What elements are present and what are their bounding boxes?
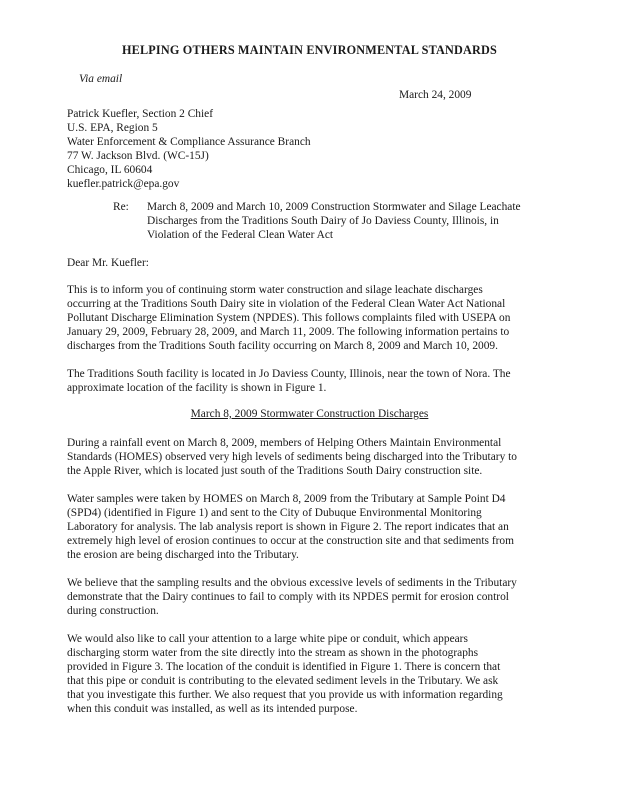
recipient-line: U.S. EPA, Region 5 (67, 122, 158, 134)
paragraph-line: Laboratory for analysis. The lab analysis report is shown in Figure 2. The report indicates that an (67, 521, 509, 533)
paragraph-line: the Apple River, which is located just south of the Traditions South Dairy construction site. (67, 465, 483, 477)
paragraph-intro (67, 283, 557, 353)
paragraph-line: that you investigate this further. We also request that you provide us with information regarding (67, 689, 503, 701)
paragraph-line: when this conduit was installed, as well as its intended purpose. (67, 703, 358, 715)
letter-heading: HELPING OTHERS MAINTAIN ENVIRONMENTAL STANDARDS (121, 43, 498, 57)
paragraph-location (67, 367, 557, 395)
paragraph-line: Pollutant Discharge Elimination System (NPDES). This follows complaints filed with USEPA on (67, 312, 511, 324)
paragraph-line: that this pipe or conduit is contributing to the elevated sediment levels in the Tributary. We ask (67, 675, 499, 687)
paragraph-line: (SPD4) (identified in Figure 1) and sent to the City of Dubuque Environmental Monitoring (67, 507, 482, 519)
paragraph-conduit (67, 632, 557, 716)
subject-line (147, 200, 567, 242)
section-title: March 8, 2009 Stormwater Construction Discharges (190, 408, 429, 420)
subject-line-text: Discharges from the Traditions South Dairy of Jo Daviess County, Illinois, in (147, 215, 499, 227)
paragraph-line: demonstrate that the Dairy continues to fail to comply with its NPDES permit for erosion control (67, 591, 509, 603)
paragraph-line: approximate location of the facility is shown in Figure 1. (67, 382, 327, 394)
salutation: Dear Mr. Kuefler: (67, 257, 149, 269)
paragraph-line: January 29, 2009, February 28, 2009, and March 11, 2009. The following information pertains to (67, 326, 510, 338)
paragraph-line: We believe that the sampling results and the obvious excessive levels of sediments in the Tributary (67, 577, 517, 589)
paragraph-line: This is to inform you of continuing storm water construction and silage leachate discharges (67, 284, 483, 296)
re-label: Re: (113, 201, 129, 213)
paragraph-line: discharging storm water from the site directly into the stream as shown in the photographs (67, 647, 479, 659)
paragraph-line: the erosion are being discharged into the Tributary. (67, 549, 299, 561)
delivery-method: Via email (79, 73, 123, 85)
recipient-address (67, 107, 311, 191)
paragraph-line: discharges from the Traditions South facility occurring on March 8, 2009 and March 10, 2009. (67, 340, 498, 352)
paragraph-line: During a rainfall event on March 8, 2009, members of Helping Others Maintain Environmental (67, 437, 502, 449)
paragraph-line: during construction. (67, 605, 159, 617)
paragraph-line: provided in Figure 3. The location of the conduit is identified in Figure 1. There is concern that (67, 661, 501, 673)
recipient-line: Patrick Kuefler, Section 2 Chief (67, 108, 213, 120)
paragraph-line: The Traditions South facility is located in Jo Daviess County, Illinois, near the town of Nora. The (67, 368, 511, 380)
recipient-line: 77 W. Jackson Blvd. (WC-15J) (67, 150, 209, 162)
paragraph-belief (67, 576, 557, 618)
paragraph-line: occurring at the Traditions South Dairy site in violation of the Federal Clean Water Act National (67, 298, 506, 310)
letter-date: March 24, 2009 (399, 89, 472, 101)
recipient-line: Chicago, IL 60604 (67, 164, 153, 176)
paragraph-line: extremely high level of erosion continues to occur at the construction site and that sediments from (67, 535, 514, 547)
paragraph-line: We would also like to call your attention to a large white pipe or conduit, which appears (67, 633, 468, 645)
subject-line-text: Violation of the Federal Clean Water Act (147, 229, 334, 241)
paragraph-rainfall (67, 436, 557, 478)
recipient-email: kuefler.patrick@epa.gov (67, 178, 180, 190)
paragraph-samples (67, 492, 557, 562)
recipient-line: Water Enforcement & Compliance Assurance Branch (67, 136, 311, 148)
subject-line-text: March 8, 2009 and March 10, 2009 Construction Stormwater and Silage Leachate (147, 201, 521, 213)
paragraph-line: Standards (HOMES) observed very high levels of sediments being discharged into the Tributary to (67, 451, 517, 463)
paragraph-line: Water samples were taken by HOMES on March 8, 2009 from the Tributary at Sample Point D4 (67, 493, 506, 505)
